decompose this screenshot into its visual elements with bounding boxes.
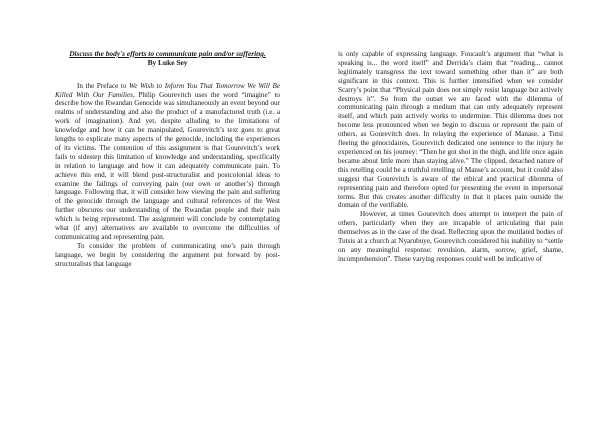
paragraph-language: To consider the problem of communicating one’s pain through language, we begin by considering the argument put forward by post-structuralists that language [55, 241, 280, 268]
paragraph-intro [55, 82, 280, 242]
author-byline: By Luke Sey [147, 57, 188, 67]
document-title: Discuss the body's efforts to communicate pain and/or suffering. [69, 49, 266, 58]
paragraph-interpretation: However, at times Gourevitch does attempt to interpret the pain of others, particularly when they are incapable of articulating that pain themselves as in the case of the dead. Reflecting upon the mutilated bodies of Tutsis at a church at Nyarubuye, Gourevitch considered his inability to “settle on any meaningful response: revulsion, alarm, sorrow, grief, shame, incomprehension”. These varying responses could well be indicative of [338, 210, 563, 263]
right-column [338, 50, 563, 264]
left-column [55, 50, 280, 269]
paragraph-poststructuralism: is only capable of expressing language. Foucault’s argument that “what is speaking is... the word itself” and Derrida’s claim that “reading... cannot legitimately transgress the text toward something other than it” are both significant in this context. This is further intensified when we consider Scarry’s point that “Physical pain does not simply resist language but actively destroys it”. So from the outset we are faced with the dilemma of communicating pain through a medium that can only adequately represent itself, and which pain actively works to undermine. This dilemma does not become less pronounced when we begin to discuss or represent the pain of others, as Gourevitch does. In relaying the experience of Manase, a Tutsi fleeing the génocidaires, Gourevitch dedicated one sentence to the injury he experienced on his journey: “Then he got shot in the thigh, and life once again became about little more than staying alive.” The clipped, detached nature of this retelling could be a truthful retelling of Manse’s account, but it could also suggest that Gourevitch is aware of the ethical and practical dilemma of representing pain and therefore opted for presenting the event in impersonal terms. But this creates another difficulty in that it places pain outside the domain of the verifiable. [338, 50, 563, 210]
intro-text-start: In the Preface to [77, 81, 130, 90]
book-title: We Wish to Inform You That Tomorrow We Will Be Killed With Our Families [55, 81, 280, 99]
intro-text-rest: , Philip Gourevitch uses the word “imagine” to describe how the Rwandan Genocide was simultaneously an event beyond our realms of understanding and also the product of a manufactured truth (i.e. a work of imagination). And yet, despite alluding to the limitations of knowledge and how it can be manipulated, Gourevitch’s text goes to great lengths to explicate many aspects of the genocide, including the experiences of its victims. The contention of this assignment is that Gourevitch’s work fails to sidestep this limitation of knowledge and understanding, specifically in relation to language and how it can adequately communicate pain. To achieve this end, it will blend post-structuralist and postcolonial ideas to examine the failings of conveying pain (our own or another’s) through language. Following that, it will consider how viewing the pain and suffering of the genocide through the language and cultural references of the West further obscures our understanding of the Rwandan people and their pain which is being represented. The assignment will conclude by contemplating what (if any) alternatives are available to overcome the difficulties of communicating and representing pain. [55, 90, 280, 241]
